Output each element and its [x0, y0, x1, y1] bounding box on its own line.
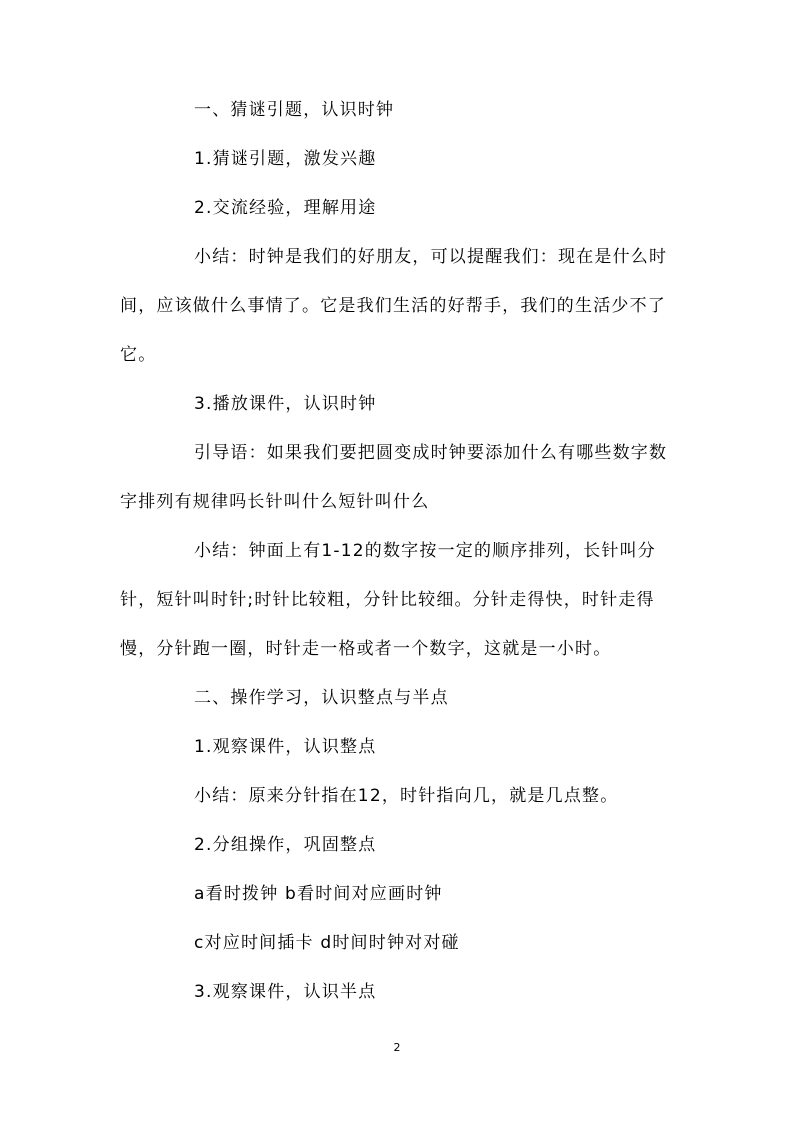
- summary-paragraph-2: 小结：钟面上有1-12的数字按一定的顺序排列，长针叫分针，短针叫时针;时针比较粗，分针比较细。分针走得快，时针走得慢，分针跑一圈，时针走一格或者一个数字，这就是一小时。: [120, 541, 656, 659]
- subheading-2-1: 1.观察课件，认识整点: [194, 737, 377, 757]
- summary-paragraph-1: 小结：时钟是我们的好朋友，可以提醒我们：现在是什么时间，应该做什么事情了。它是我们生活的好帮手，我们的生活少不了它。: [120, 247, 668, 365]
- subheading-1-1: 1.猜谜引题，激发兴趣: [194, 149, 377, 169]
- subheading-1-2: 2.交流经验，理解用途: [194, 198, 377, 218]
- page-number: 2: [393, 1041, 401, 1054]
- summary-paragraph-3: 小结：原来分针指在12，时针指向几，就是几点整。: [194, 786, 619, 806]
- section-heading-1: 一、猜谜引题，认识时钟: [194, 100, 395, 120]
- subheading-2-2: 2.分组操作，巩固整点: [194, 835, 377, 855]
- guide-paragraph: 引导语：如果我们要把圆变成时钟要添加什么有哪些数字数字排列有规律吗长针叫什么短针叫什么: [120, 443, 668, 512]
- subheading-1-3: 3.播放课件，认识时钟: [194, 394, 377, 414]
- activity-list-line-1: a看时拨钟 b看时间对应画时钟: [194, 884, 443, 904]
- activity-list-line-2: c对应时间插卡 d时间时钟对对碰: [194, 933, 460, 953]
- body-text: [120, 86, 676, 1017]
- subheading-2-3: 3.观察课件，认识半点: [194, 982, 377, 1002]
- section-heading-2: 二、操作学习，认识整点与半点: [194, 688, 449, 708]
